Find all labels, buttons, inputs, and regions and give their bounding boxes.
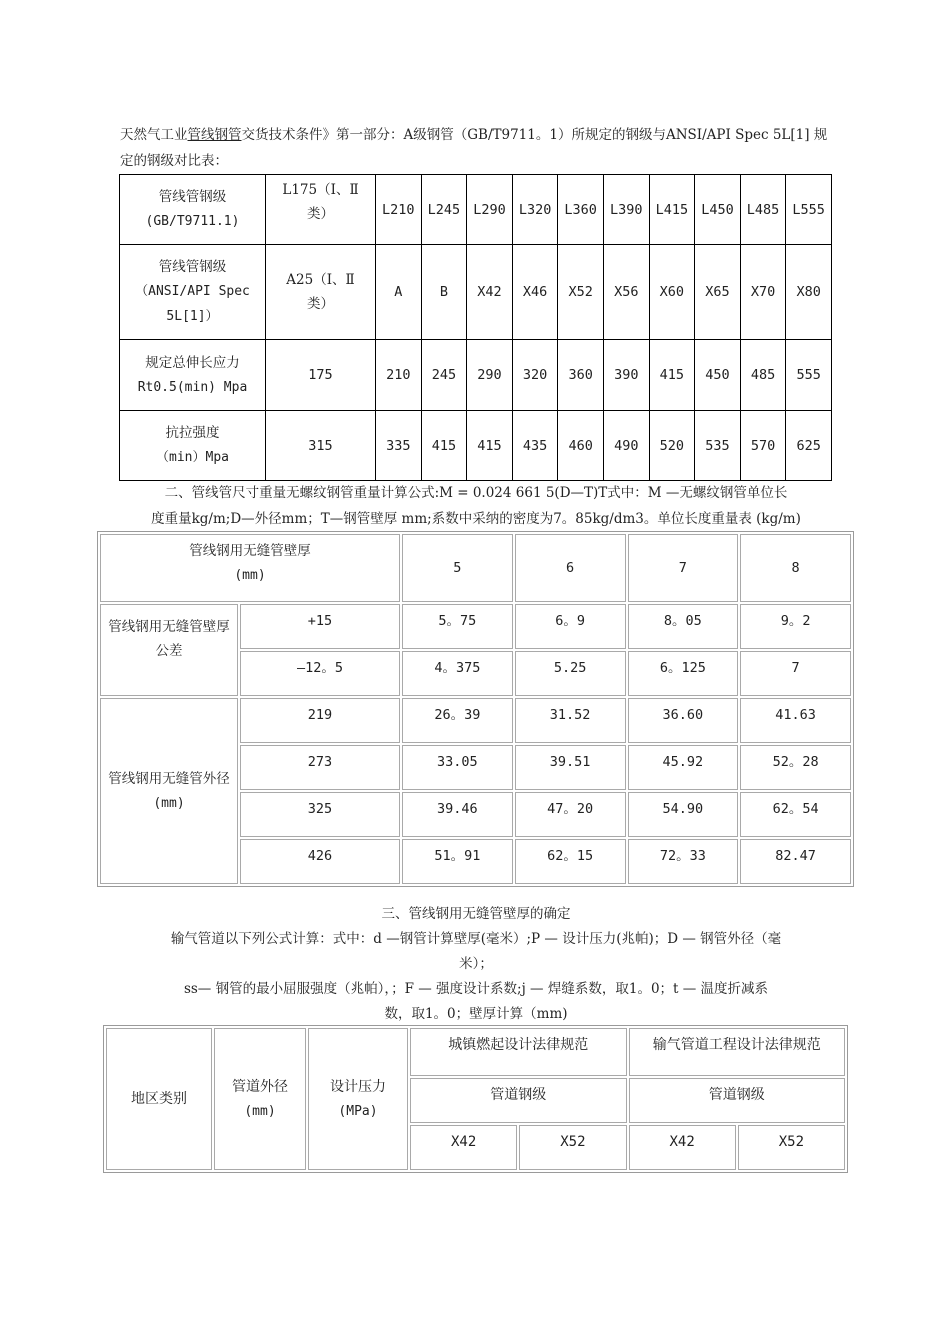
table-row bbox=[100, 698, 851, 743]
table-cell: 535 bbox=[695, 411, 741, 481]
design-pressure-header: 设计压力 (MPa) bbox=[308, 1028, 408, 1170]
table-cell: 625 bbox=[786, 411, 832, 481]
table-row bbox=[100, 604, 851, 649]
section3-line3: ss— 钢管的最小屈服强度（兆帕），；F — 强度设计系数;j — 焊缝系数，取1。0；t — 温度折减系 bbox=[183, 981, 769, 997]
section3-line1: 输气管道以下列公式计算：式中：d —钢管计算壁厚(毫米）;P — 设计压力(兆帕)；D — 钢管外径（毫 bbox=[170, 931, 782, 947]
section3-title: 三、管线钢用无缝管壁厚的确定 bbox=[381, 906, 571, 922]
row-header: 管线管钢级 (GB/T9711.1) bbox=[120, 175, 266, 245]
table-cell: L175（Ⅰ、Ⅱ 类） bbox=[266, 175, 376, 245]
table-cell: 5 bbox=[402, 534, 513, 602]
table-cell: X42 bbox=[410, 1125, 517, 1170]
table-cell: 33.05 bbox=[402, 745, 513, 790]
table-cell: 5。75 bbox=[402, 604, 513, 649]
section3-line4: 数，取1。0；壁厚计算（mm) bbox=[384, 1006, 568, 1022]
intro-underlined-term[interactable]: 管线钢管 bbox=[187, 127, 242, 143]
table-cell: 460 bbox=[558, 411, 604, 481]
tolerance-header: 管线钢用无缝管壁厚公差 bbox=[100, 604, 238, 696]
table-cell: 415 bbox=[421, 411, 467, 481]
table-cell: 335 bbox=[376, 411, 422, 481]
table-cell: L290 bbox=[467, 175, 513, 245]
table-row bbox=[100, 534, 851, 602]
table-cell: X65 bbox=[695, 245, 741, 340]
table-cell: 7 bbox=[740, 651, 851, 696]
steel-grade-header: 管道钢级 bbox=[410, 1078, 627, 1123]
table-cell: —12。5 bbox=[240, 651, 400, 696]
table-cell: X52 bbox=[519, 1125, 626, 1170]
table-cell: 26。39 bbox=[402, 698, 513, 743]
table-cell: 41.63 bbox=[740, 698, 851, 743]
table-cell: A bbox=[376, 245, 422, 340]
table-cell: X42 bbox=[629, 1125, 736, 1170]
table-cell: 360 bbox=[558, 340, 604, 411]
table-row bbox=[120, 175, 832, 245]
table-row bbox=[120, 340, 832, 411]
table-cell: 7 bbox=[628, 534, 739, 602]
table-cell: 555 bbox=[786, 340, 832, 411]
table-cell: X52 bbox=[738, 1125, 845, 1170]
table-cell: L320 bbox=[512, 175, 558, 245]
table-cell: 72。33 bbox=[628, 839, 739, 884]
table-cell: 290 bbox=[467, 340, 513, 411]
intro-paragraph bbox=[120, 122, 832, 174]
table-cell: 47。20 bbox=[515, 792, 626, 837]
table-cell: 426 bbox=[240, 839, 400, 884]
table-cell: 485 bbox=[740, 340, 786, 411]
table-cell: X56 bbox=[603, 245, 649, 340]
table-cell: 39.46 bbox=[402, 792, 513, 837]
table-cell: X60 bbox=[649, 245, 695, 340]
table-cell: 62。15 bbox=[515, 839, 626, 884]
row-header: 管线管钢级 （ANSI/API Spec 5L[1]） bbox=[120, 245, 266, 340]
table-cell: 490 bbox=[603, 411, 649, 481]
table-cell: 390 bbox=[603, 340, 649, 411]
table-cell: 415 bbox=[649, 340, 695, 411]
table-cell: 450 bbox=[695, 340, 741, 411]
table-cell: X70 bbox=[740, 245, 786, 340]
table-cell: L390 bbox=[603, 175, 649, 245]
row-header: 规定总伸长应力 Rt0.5(min) Mpa bbox=[120, 340, 266, 411]
table-cell: 315 bbox=[266, 411, 376, 481]
table-cell: 82.47 bbox=[740, 839, 851, 884]
row-header: 抗拉强度 （min）Mpa bbox=[120, 411, 266, 481]
table-cell: 175 bbox=[266, 340, 376, 411]
table-cell: 31.52 bbox=[515, 698, 626, 743]
steel-grade-comparison-table bbox=[119, 174, 832, 481]
table-cell: X42 bbox=[467, 245, 513, 340]
region-header: 地区类别 bbox=[106, 1028, 212, 1170]
section2-line1: 二、管线管尺寸重量无螺纹钢管重量计算公式:M = 0.024 661 5(D—T)T式中：M —无螺纹钢管单位长 bbox=[164, 485, 788, 501]
table-row bbox=[120, 245, 832, 340]
table-cell: L555 bbox=[786, 175, 832, 245]
table-cell: X52 bbox=[558, 245, 604, 340]
table-cell: 6 bbox=[515, 534, 626, 602]
table-cell: B bbox=[421, 245, 467, 340]
table-cell: 325 bbox=[240, 792, 400, 837]
table-cell: 435 bbox=[512, 411, 558, 481]
table-cell: 5.25 bbox=[515, 651, 626, 696]
table-cell: 570 bbox=[740, 411, 786, 481]
table-cell: +15 bbox=[240, 604, 400, 649]
table-cell: X46 bbox=[512, 245, 558, 340]
table-cell: 39.51 bbox=[515, 745, 626, 790]
table-cell: L360 bbox=[558, 175, 604, 245]
table-cell: 320 bbox=[512, 340, 558, 411]
table-cell: 8 bbox=[740, 534, 851, 602]
table-cell: 52。28 bbox=[740, 745, 851, 790]
table-cell: 273 bbox=[240, 745, 400, 790]
table-cell: 520 bbox=[649, 411, 695, 481]
table-cell: X80 bbox=[786, 245, 832, 340]
table-cell: L415 bbox=[649, 175, 695, 245]
table-cell: L245 bbox=[421, 175, 467, 245]
spec-pipeline-header: 输气管道工程设计法律规范 bbox=[629, 1028, 846, 1076]
outer-diameter-header: 管道外径 (mm) bbox=[214, 1028, 306, 1170]
table-cell: L485 bbox=[740, 175, 786, 245]
table-row bbox=[106, 1028, 845, 1076]
table-cell: 219 bbox=[240, 698, 400, 743]
table-cell: L450 bbox=[695, 175, 741, 245]
table-cell: 6。125 bbox=[628, 651, 739, 696]
table-cell: A25（Ⅰ、Ⅱ 类） bbox=[266, 245, 376, 340]
wall-thickness-header: 管线钢用无缝管壁厚 (mm) bbox=[100, 534, 400, 602]
table-cell: 6。9 bbox=[515, 604, 626, 649]
table-cell: 8。05 bbox=[628, 604, 739, 649]
table-cell: 4。375 bbox=[402, 651, 513, 696]
unit-weight-table bbox=[97, 531, 854, 887]
section3-line2: 米）； bbox=[459, 956, 493, 972]
wall-thickness-calc-table bbox=[103, 1025, 848, 1173]
table-cell: 54.90 bbox=[628, 792, 739, 837]
steel-grade-header: 管道钢级 bbox=[629, 1078, 846, 1123]
table-row bbox=[120, 411, 832, 481]
section2-paragraph bbox=[110, 480, 842, 532]
table-cell: L210 bbox=[376, 175, 422, 245]
outer-diameter-header: 管线钢用无缝管外径 (mm) bbox=[100, 698, 238, 884]
table-cell: 45.92 bbox=[628, 745, 739, 790]
section3-paragraph bbox=[110, 902, 842, 1027]
table-cell: 210 bbox=[376, 340, 422, 411]
table-cell: 62。54 bbox=[740, 792, 851, 837]
table-cell: 36.60 bbox=[628, 698, 739, 743]
spec-urban-header: 城镇燃起设计法律规范 bbox=[410, 1028, 627, 1076]
intro-prefix: 天然气工业 bbox=[120, 127, 188, 143]
table-cell: 9。2 bbox=[740, 604, 851, 649]
table-cell: 415 bbox=[467, 411, 513, 481]
table-cell: 245 bbox=[421, 340, 467, 411]
section2-line2: 度重量kg/m;D—外径mm；T—钢管壁厚 mm;系数中采纳的密度为7。85kg/dm3。单位长度重量表 (kg/m) bbox=[151, 511, 801, 527]
table-cell: 51。91 bbox=[402, 839, 513, 884]
intro-suffix: 交货技术条件》第一部分：A级钢管（GB/T9711。1）所规定的钢级与ANSI/API Spec 5L[1] 规定的钢级对比表： bbox=[120, 127, 828, 169]
